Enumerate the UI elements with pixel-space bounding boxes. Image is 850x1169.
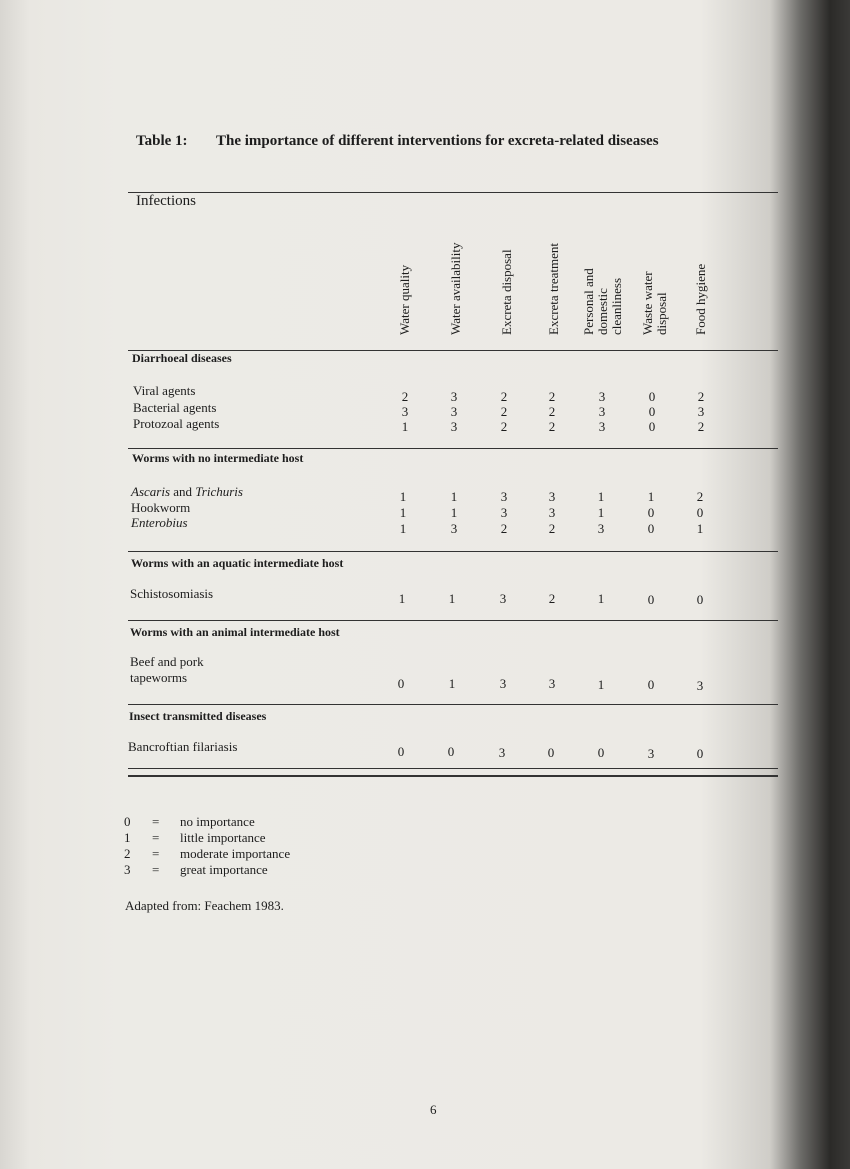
legend-item: 1 = little importance bbox=[124, 830, 266, 845]
section-heading-no-intermediate: Worms with no intermediate host bbox=[132, 451, 304, 465]
cell-value: 0 bbox=[647, 521, 655, 536]
cell-value: 2 bbox=[548, 419, 556, 434]
section-rule bbox=[128, 704, 778, 705]
cell-value: 0 bbox=[397, 744, 405, 759]
cell-value: 3 bbox=[498, 745, 506, 760]
cell-value: 1 bbox=[399, 521, 407, 536]
section-heading-insect: Insect transmitted diseases bbox=[129, 709, 267, 723]
column-header-water-quality: Water quality bbox=[397, 264, 412, 335]
cell-value: 0 bbox=[648, 404, 656, 419]
row-label-protozoal: Protozoal agents bbox=[133, 416, 220, 431]
cell-value: 1 bbox=[398, 591, 406, 606]
cell-value: 1 bbox=[450, 505, 458, 520]
cell-value: 2 bbox=[500, 389, 508, 404]
cell-value: 2 bbox=[548, 591, 556, 606]
cell-value: 1 bbox=[597, 677, 605, 692]
cell-value: 0 bbox=[547, 745, 555, 760]
cell-value: 3 bbox=[499, 591, 507, 606]
cell-value: 3 bbox=[697, 404, 705, 419]
column-header-waste-water-disposal: Waste water disposal bbox=[640, 271, 669, 335]
cell-value: 3 bbox=[548, 676, 556, 691]
cell-value: 3 bbox=[450, 404, 458, 419]
row-label-bacterial: Bacterial agents bbox=[133, 400, 217, 415]
cell-value: 3 bbox=[598, 389, 606, 404]
cell-value: 0 bbox=[696, 592, 704, 607]
cell-value: 3 bbox=[499, 676, 507, 691]
legend bbox=[124, 814, 290, 878]
row-label-ascaris-trichuris bbox=[131, 484, 243, 500]
cell-value: 2 bbox=[500, 521, 508, 536]
section-heading-animal: Worms with an animal intermediate host bbox=[130, 625, 340, 639]
cell-value: 2 bbox=[401, 389, 409, 404]
column-header-food-hygiene: Food hygiene bbox=[693, 263, 708, 335]
column-header-excreta-disposal: Excreta disposal bbox=[499, 249, 514, 335]
cell-value: 3 bbox=[647, 746, 655, 761]
infections-header: Infections bbox=[136, 193, 196, 209]
cell-value: 3 bbox=[500, 505, 508, 520]
cell-value: 2 bbox=[697, 389, 705, 404]
cell-value: 0 bbox=[696, 505, 704, 520]
table-title bbox=[136, 133, 659, 150]
cell-value: 1 bbox=[399, 489, 407, 504]
cell-value: 2 bbox=[500, 419, 508, 434]
cell-value: 3 bbox=[450, 419, 458, 434]
cell-value: 2 bbox=[548, 404, 556, 419]
row-label-tapeworms: tapeworms bbox=[130, 670, 188, 685]
source-note: Adapted from: Feachem 1983. bbox=[125, 898, 284, 913]
cell-value: 2 bbox=[548, 521, 556, 536]
section-rule bbox=[128, 448, 778, 449]
column-header-personal-domestic-cleanliness: Personal and domestic cleanliness bbox=[581, 268, 624, 335]
cell-value: 3 bbox=[696, 678, 704, 693]
row-label-hookworm: Hookworm bbox=[131, 500, 191, 515]
cell-value: 1 bbox=[401, 419, 409, 434]
row-label-schistosomiasis: Schistosomiasis bbox=[130, 586, 214, 601]
table-title-text: The importance of different interventions for excreta-related diseases bbox=[216, 133, 659, 149]
cell-value: 3 bbox=[548, 505, 556, 520]
cell-value: 1 bbox=[597, 505, 605, 520]
cell-value: 1 bbox=[399, 505, 407, 520]
table-top-rule bbox=[128, 192, 778, 193]
cell-value: 2 bbox=[696, 489, 704, 504]
cell-value: 0 bbox=[648, 419, 656, 434]
cell-value: 0 bbox=[648, 389, 656, 404]
cell-value: 3 bbox=[401, 404, 409, 419]
section-rule bbox=[128, 551, 778, 552]
cell-value: 0 bbox=[597, 745, 605, 760]
cell-value: 0 bbox=[696, 746, 704, 761]
row-label-and: and bbox=[170, 484, 196, 499]
page-number: 6 bbox=[430, 1102, 437, 1117]
cell-value: 3 bbox=[450, 521, 458, 536]
legend-item: 0 = no importance bbox=[124, 814, 255, 829]
column-header-water-availability: Water availability bbox=[448, 242, 463, 335]
row-label-enterobius: Enterobius bbox=[131, 515, 188, 530]
cell-value: 2 bbox=[548, 389, 556, 404]
cell-value: 1 bbox=[597, 489, 605, 504]
cell-value: 3 bbox=[598, 404, 606, 419]
section-rule bbox=[128, 768, 778, 769]
cell-value: 3 bbox=[598, 419, 606, 434]
cell-value: 1 bbox=[448, 676, 456, 691]
table-bottom-rule bbox=[128, 775, 778, 777]
cell-value: 2 bbox=[500, 404, 508, 419]
row-label-bancroftian: Bancroftian filariasis bbox=[128, 739, 238, 754]
cell-value: 1 bbox=[647, 489, 655, 504]
row-label-beef-pork: Beef and pork bbox=[130, 654, 204, 669]
cell-value: 0 bbox=[647, 592, 655, 607]
section-rule bbox=[128, 620, 778, 621]
cell-value: 3 bbox=[450, 389, 458, 404]
row-label-ascaris: Ascaris bbox=[131, 484, 170, 499]
cell-value: 0 bbox=[647, 505, 655, 520]
cell-value: 1 bbox=[597, 591, 605, 606]
cell-value: 0 bbox=[397, 676, 405, 691]
cell-value: 1 bbox=[450, 489, 458, 504]
legend-item: 3 = great importance bbox=[124, 862, 268, 877]
cell-value: 1 bbox=[448, 591, 456, 606]
cell-value: 0 bbox=[647, 677, 655, 692]
cell-value: 3 bbox=[548, 489, 556, 504]
column-header-excreta-treatment: Excreta treatment bbox=[546, 242, 561, 335]
cell-value: 3 bbox=[500, 489, 508, 504]
legend-item: 2 = moderate importance bbox=[124, 846, 291, 861]
row-label-trichuris: Trichuris bbox=[195, 484, 243, 499]
table-label: Table 1: bbox=[136, 133, 188, 149]
cell-value: 3 bbox=[597, 521, 605, 536]
cell-value: 0 bbox=[447, 744, 455, 759]
row-label-viral: Viral agents bbox=[133, 383, 196, 398]
section-heading-diarrhoeal: Diarrhoeal diseases bbox=[132, 351, 232, 365]
section-heading-aquatic: Worms with an aquatic intermediate host bbox=[131, 556, 344, 570]
cell-value: 2 bbox=[697, 419, 705, 434]
cell-value: 1 bbox=[696, 521, 704, 536]
